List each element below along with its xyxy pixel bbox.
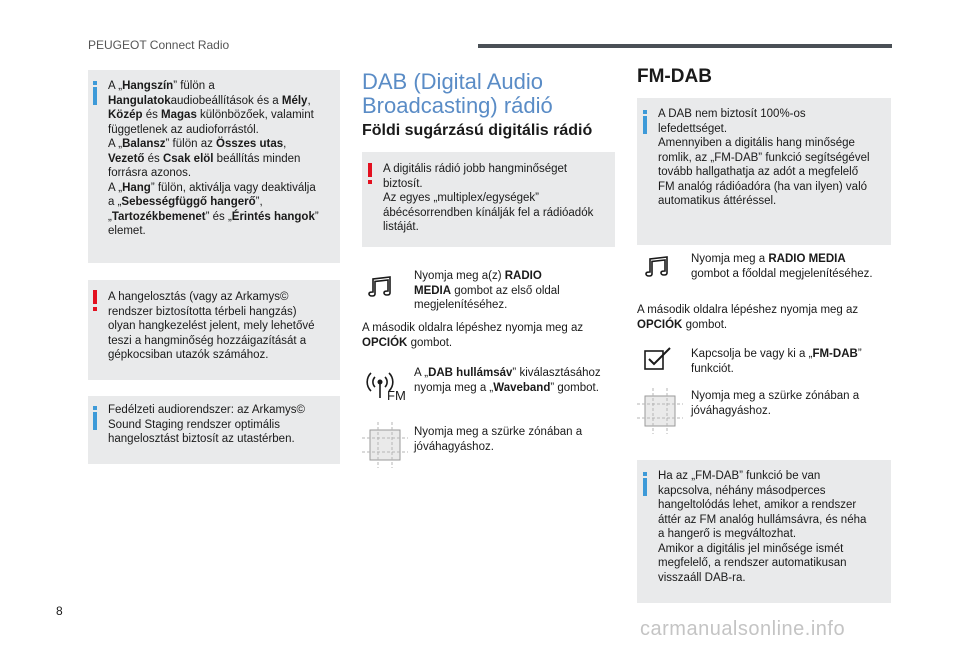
text-segment: A „ (108, 138, 123, 150)
bold-term: Közép (108, 109, 143, 121)
text-segment: gombot. (682, 318, 728, 331)
text-line: Nyomja meg a szürke zónában a (691, 390, 860, 402)
info-text-fmdab (658, 107, 888, 209)
text-segment: A második oldalra lépéshez nyomja meg az (362, 322, 584, 334)
text-line (691, 362, 891, 377)
grey-zone-icon (362, 422, 408, 468)
bold-term: Waveband (493, 381, 551, 394)
bold-term: Érintés hangok (231, 210, 315, 223)
text-line: ábécésorrendben kínálják fel a rádióadók (383, 206, 594, 219)
section-title-dab (362, 70, 612, 118)
text-segment: Nyomja meg a(z) (414, 270, 505, 282)
bold-term: RADIO MEDIA (768, 253, 846, 265)
bold-term: Sebességfüggő hangerő (121, 196, 256, 208)
text-segment: beállítás minden (213, 152, 301, 165)
bold-term: Hangulatok (108, 94, 171, 107)
text-line: visszaáll DAB-ra. (658, 571, 746, 584)
bold-term: DAB hullámsáv (428, 367, 513, 379)
text-segment: és (142, 109, 162, 121)
text-segment: gombot az első oldal (451, 284, 560, 297)
text-line: hangeltolódás lehet, amikor a rendszer (658, 499, 857, 511)
text-line: Amennyiben a digitális hang minősége (658, 137, 855, 149)
text-line: rendszer biztosította térbeli hangzás) (108, 305, 297, 318)
text-segment: ” gombot. (550, 381, 599, 394)
page-number: 8 (56, 604, 63, 618)
text-line: teszi a hangminőség hozzáigazítását a (108, 334, 307, 347)
text-line (637, 303, 892, 318)
fm-label: FM (387, 388, 406, 402)
bold-term: Tartozékbemenet (111, 210, 206, 223)
text-line: áttér az FM analóg hullámsávra, és néha (658, 513, 867, 526)
subsection-title: Földi sugárzású digitális rádió (362, 122, 593, 139)
bold-term: Balansz (122, 138, 166, 150)
text-line: Amikor a digitális jel minősége ismét (658, 542, 844, 555)
text-line (108, 137, 336, 152)
step-radio-media (691, 252, 891, 281)
text-segment: elemet. (108, 225, 146, 237)
bold-term: Csak elöl (162, 152, 214, 165)
text-line (691, 347, 891, 362)
text-segment: „ (108, 210, 112, 223)
text-segment: nyomja meg a „ (414, 381, 494, 394)
running-header: PEUGEOT Connect Radio (88, 38, 230, 52)
text-segment: forrásra azonos. (108, 167, 192, 179)
text-line (414, 284, 614, 299)
text-segment: A „ (108, 80, 123, 92)
text-line: listáját. (383, 221, 419, 233)
header-rule (478, 44, 892, 48)
text-segment: , (283, 138, 287, 150)
text-segment: különbözőek, valamint (196, 109, 314, 121)
text-line (108, 123, 336, 138)
warning-icon (93, 290, 97, 304)
text-line: automatikus áttéréssel. (658, 195, 777, 207)
text-line: Sound Staging rendszer optimális (108, 418, 280, 431)
text-line (108, 152, 336, 167)
para-options (637, 303, 892, 332)
radio-wave-icon (366, 368, 406, 402)
step-confirm-grey (691, 389, 891, 418)
info-icon (643, 116, 647, 134)
text-segment: audiobeállítások és a (170, 94, 282, 107)
warning-text-dab (383, 162, 611, 235)
info-text-sound (108, 79, 336, 239)
text-line: romlik, az „FM-DAB” funkció segítségével (658, 151, 870, 164)
grey-zone-icon (637, 388, 683, 434)
text-segment: és (144, 152, 163, 165)
text-segment: , (307, 94, 311, 107)
text-segment: megjelenítéséhez. (414, 299, 508, 311)
text-line: tovább hallgathatja az adót a megfelelő (658, 166, 859, 178)
text-line (108, 210, 336, 225)
text-line (691, 252, 891, 267)
bold-term: MEDIA (414, 284, 452, 297)
text-line (108, 108, 336, 123)
bold-term: Összes utas (216, 138, 284, 150)
text-line (108, 224, 336, 239)
text-segment: ” kiválasztásához (512, 367, 601, 379)
bold-term: OPCIÓK (637, 318, 683, 331)
text-line (637, 318, 892, 333)
text-line (414, 381, 619, 396)
text-segment: A „ (108, 181, 123, 194)
text-segment: funkciót. (691, 362, 734, 375)
info-icon (93, 412, 97, 430)
text-line (362, 321, 617, 336)
bold-term: OPCIÓK (362, 336, 408, 349)
bold-term: Vezető (108, 152, 145, 165)
text-line (691, 267, 891, 282)
bold-term: RADIO (504, 270, 542, 282)
text-line: megfelelő, a rendszer automatikusan (658, 557, 847, 569)
text-segment: A második oldalra lépéshez nyomja meg az (637, 304, 859, 316)
info-icon (93, 87, 97, 105)
checkbox-icon (643, 346, 673, 372)
text-line: gépkocsiban utazók számához. (108, 349, 269, 361)
text-line (414, 269, 614, 284)
section-title-fmdab: FM-DAB (637, 66, 712, 87)
text-segment: a „ (108, 196, 122, 208)
text-segment: Kapcsolja be vagy ki a „ (691, 348, 813, 360)
step-confirm-grey (414, 425, 619, 454)
text-segment: ” (314, 210, 319, 223)
text-segment: ” és „ (205, 210, 232, 223)
text-segment: gombot a főoldal megjelenítéséhez. (691, 267, 873, 280)
text-line (108, 181, 336, 196)
bold-term: Mély (281, 94, 308, 107)
text-line: jóváhagyáshoz. (414, 440, 494, 453)
text-line (108, 166, 336, 181)
text-line: Fedélzeti audiorendszer: az Arkamys© (108, 404, 306, 416)
text-line: hangelosztást biztosít az utastérben. (108, 433, 295, 445)
music-note-icon (645, 256, 671, 280)
warning-icon (368, 163, 372, 177)
info-icon (643, 478, 647, 496)
text-line: jóváhagyáshoz. (691, 404, 771, 417)
music-note-icon (368, 276, 394, 300)
warning-text-distribution (108, 290, 336, 363)
text-line: Nyomja meg a szürke zónában a (414, 426, 583, 438)
text-segment: ” fülön a (173, 80, 215, 92)
text-segment: ” fülön, aktiválja vagy deaktiválja (150, 181, 316, 194)
text-line: a hangerő is megváltozhat. (658, 528, 797, 540)
text-segment: gombot. (407, 336, 453, 349)
text-line: A digitális rádió jobb hangminőséget (383, 163, 568, 175)
text-line: lefedettséget. (658, 122, 728, 135)
info-text-switch (658, 469, 888, 585)
text-line (414, 366, 619, 381)
text-line (414, 298, 614, 313)
title-line: Broadcasting) rádió (362, 93, 553, 118)
text-line: Az egyes „multiplex/egységek” (383, 192, 539, 204)
para-options (362, 321, 617, 350)
bold-term: FM-DAB (812, 348, 858, 360)
text-line: A hangelosztás (vagy az Arkamys© (108, 291, 289, 303)
text-segment: ” (857, 348, 862, 360)
text-line: kapcsolva, néhány másodperces (658, 484, 826, 497)
step-radio-media (414, 269, 614, 313)
text-segment: függetlenek az audioforrástól. (108, 123, 259, 136)
text-line (108, 79, 336, 94)
text-segment: A „ (414, 367, 429, 379)
text-segment: Nyomja meg a (691, 253, 769, 265)
text-line (362, 336, 617, 351)
text-line: biztosít. (383, 177, 423, 190)
text-line: FM analóg rádióadóra (ha van ilyen) való (658, 180, 868, 193)
text-line: olyan hangkezelést jelent, mely lehetővé (108, 320, 315, 332)
step-waveband (414, 366, 619, 395)
title-line: DAB (Digital Audio (362, 69, 543, 94)
bold-term: Hangszín (122, 80, 174, 92)
bold-term: Magas (161, 109, 197, 121)
text-segment: ”, (255, 196, 263, 208)
text-line: A DAB nem biztosít 100%-os (658, 108, 806, 120)
watermark: carmanualsonline.info (640, 618, 846, 640)
info-text-arkamys (108, 403, 336, 447)
text-line (108, 195, 336, 210)
step-toggle-fmdab (691, 347, 891, 376)
text-segment: ” fülön az (165, 138, 217, 150)
text-line: Ha az „FM-DAB” funkció be van (658, 470, 821, 482)
text-line (108, 94, 336, 109)
bold-term: Hang (122, 181, 151, 194)
